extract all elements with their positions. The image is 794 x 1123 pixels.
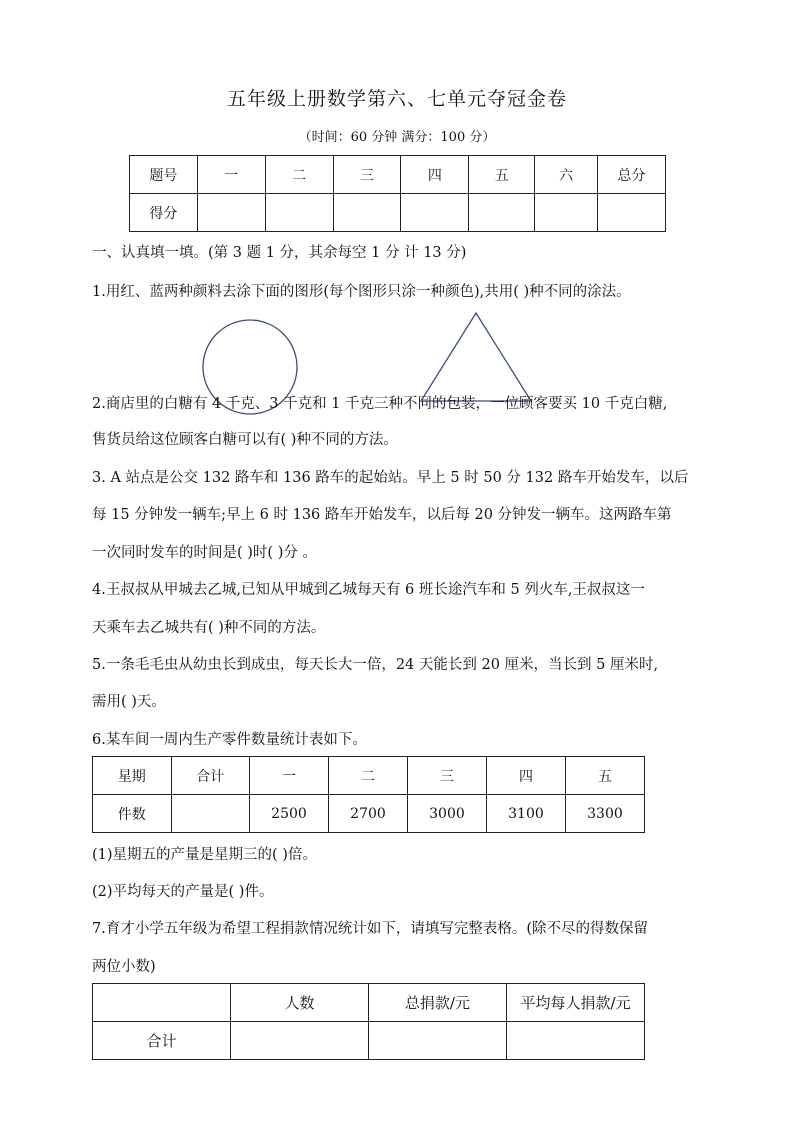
production-table — [92, 756, 645, 833]
production-header-cell: 二 — [328, 757, 407, 795]
score-cell[interactable] — [469, 194, 535, 232]
production-value-cell: 3100 — [486, 795, 565, 833]
score-header-cell: 六 — [535, 156, 598, 194]
donation-cell[interactable] — [368, 1022, 506, 1060]
score-row-label: 得分 — [130, 194, 198, 232]
question-7-line-2: 两位小数) — [92, 959, 156, 975]
question-6: 6.某车间一周内生产零件数量统计表如下。 — [92, 732, 367, 748]
question-6-part-2: (2)平均每天的产量是( )件。 — [92, 884, 274, 900]
score-header-cell: 总分 — [598, 156, 666, 194]
score-cell[interactable] — [401, 194, 469, 232]
donation-header-cell: 人数 — [230, 984, 368, 1022]
question-2-line-1: 2.商店里的白糖有 4 千克、3 千克和 1 千克三种不同的包装，一位顾客要买 10 千克白糖, — [92, 396, 668, 412]
production-header-cell: 星期 — [93, 757, 172, 795]
question-4-line-1: 4.王叔叔从甲城去乙城,已知从甲城到乙城每天有 6 班长途汽车和 5 列火车,王叔叔这一 — [92, 582, 645, 598]
exam-info: （时间：60 分钟 满分：100 分） — [298, 130, 496, 145]
donation-header-row — [93, 984, 645, 1022]
page-title: 五年级上册数学第六、七单元夺冠金卷 — [226, 88, 567, 110]
score-header-cell: 题号 — [130, 156, 198, 194]
production-value-cell: 2700 — [328, 795, 407, 833]
score-table — [129, 155, 666, 232]
score-header-cell: 二 — [265, 156, 333, 194]
score-header-cell: 五 — [469, 156, 535, 194]
triangle-figure — [421, 313, 531, 401]
question-2-line-2: 售货员给这位顾客白糖可以有( )种不同的方法。 — [92, 432, 398, 448]
score-cell[interactable] — [535, 194, 598, 232]
question-6-part-1: (1)星期五的产量是星期三的( )倍。 — [92, 847, 317, 863]
score-row — [130, 194, 666, 232]
section-heading: 一、认真填一填。(第 3 题 1 分，其余每空 1 分 计 13 分) — [92, 245, 467, 261]
question-5-line-2: 需用( )天。 — [92, 694, 166, 710]
donation-header-cell — [93, 984, 231, 1022]
score-header-cell: 四 — [401, 156, 469, 194]
question-4-line-2: 天乘车去乙城共有( )种不同的方法。 — [92, 620, 326, 636]
question-7-line-1: 7.育才小学五年级为希望工程捐款情况统计如下，请填写完整表格。(除不尽的得数保留 — [92, 921, 648, 937]
question-3-line-3: 一次同时发车的时间是( )时( )分 。 — [92, 545, 317, 561]
question-3-line-2: 每 15 分钟发一辆车;早上 6 时 136 路车开始发车，以后每 20 分钟发一辆车。这两路车第 — [92, 507, 672, 523]
production-header-cell: 五 — [565, 757, 644, 795]
score-cell[interactable] — [333, 194, 401, 232]
score-cell[interactable] — [598, 194, 666, 232]
donation-header-cell: 平均每人捐款/元 — [506, 984, 644, 1022]
donation-cell[interactable] — [230, 1022, 368, 1060]
donation-header-cell: 总捐款/元 — [368, 984, 506, 1022]
production-value-cell: 3300 — [565, 795, 644, 833]
production-value-cell: 2500 — [250, 795, 329, 833]
production-header-cell: 三 — [407, 757, 486, 795]
score-cell[interactable] — [197, 194, 265, 232]
score-header-row — [130, 156, 666, 194]
production-header-cell: 合计 — [171, 757, 250, 795]
production-header-cell: 一 — [250, 757, 329, 795]
production-value-cell: 3000 — [407, 795, 486, 833]
question-5-line-1: 5.一条毛毛虫从幼虫长到成虫，每天长大一倍，24 天能长到 20 厘米，当长到 5 厘米时, — [92, 657, 659, 673]
production-header-row — [93, 757, 645, 795]
donation-cell[interactable] — [506, 1022, 644, 1060]
production-row-label: 件数 — [93, 795, 172, 833]
question-1: 1.用红、蓝两种颜料去涂下面的图形(每个图形只涂一种颜色),共用( )种不同的涂法。 — [92, 284, 631, 300]
score-cell[interactable] — [265, 194, 333, 232]
donation-table — [92, 983, 645, 1060]
score-header-cell: 三 — [333, 156, 401, 194]
production-total-cell[interactable] — [171, 795, 250, 833]
question-3-line-1: 3. A 站点是公交 132 路车和 136 路车的起始站。早上 5 时 50 分 132 路车开始发车，以后 — [92, 470, 689, 486]
donation-row — [93, 1022, 645, 1060]
score-header-cell: 一 — [197, 156, 265, 194]
production-header-cell: 四 — [486, 757, 565, 795]
production-row — [93, 795, 645, 833]
donation-row-label: 合计 — [93, 1022, 231, 1060]
